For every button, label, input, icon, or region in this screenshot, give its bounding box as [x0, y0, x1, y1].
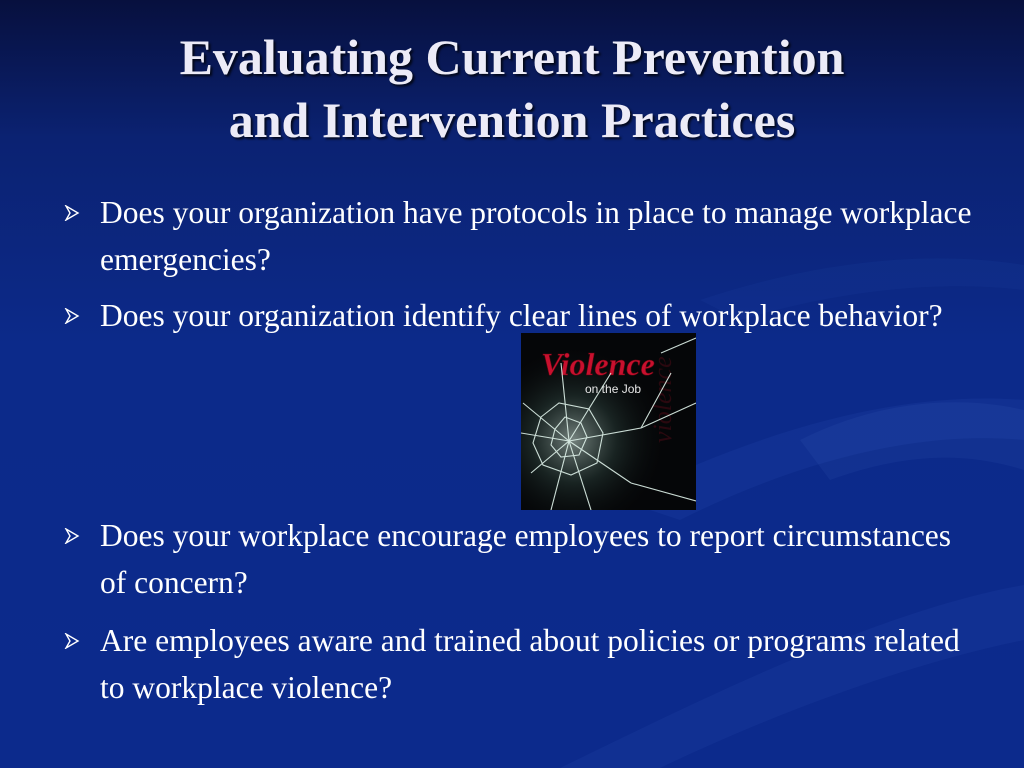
chevron-arrow-bullet-icon — [64, 633, 80, 649]
bullet-item — [64, 189, 984, 283]
bullet-item — [64, 617, 984, 711]
chevron-arrow-bullet-icon — [64, 205, 80, 221]
image-subtitle-text: on the Job — [585, 382, 642, 396]
slide-title-line-1: Evaluating Current Prevention — [179, 29, 845, 85]
chevron-arrow-bullet-icon — [64, 528, 80, 544]
bullet-item — [64, 292, 984, 339]
slide-title — [20, 26, 1004, 152]
bullet-text: Does your organization identify clear lines of workplace behavior? — [100, 298, 943, 333]
bullet-text: Are employees aware and trained about policies or programs related to workplace violence? — [100, 623, 960, 705]
bullet-text: Does your workplace encourage employees to report circumstances of concern? — [100, 518, 952, 600]
image-title-text: Violence — [541, 346, 655, 382]
image-ghost-text: violence — [648, 356, 677, 443]
chevron-arrow-bullet-icon — [64, 308, 80, 324]
violence-on-the-job-image — [521, 333, 696, 510]
bullet-text: Does your organization have protocols in place to manage workplace emergencies? — [100, 195, 972, 277]
bullet-item — [64, 512, 984, 606]
slide-title-line-2: and Intervention Practices — [228, 92, 796, 148]
